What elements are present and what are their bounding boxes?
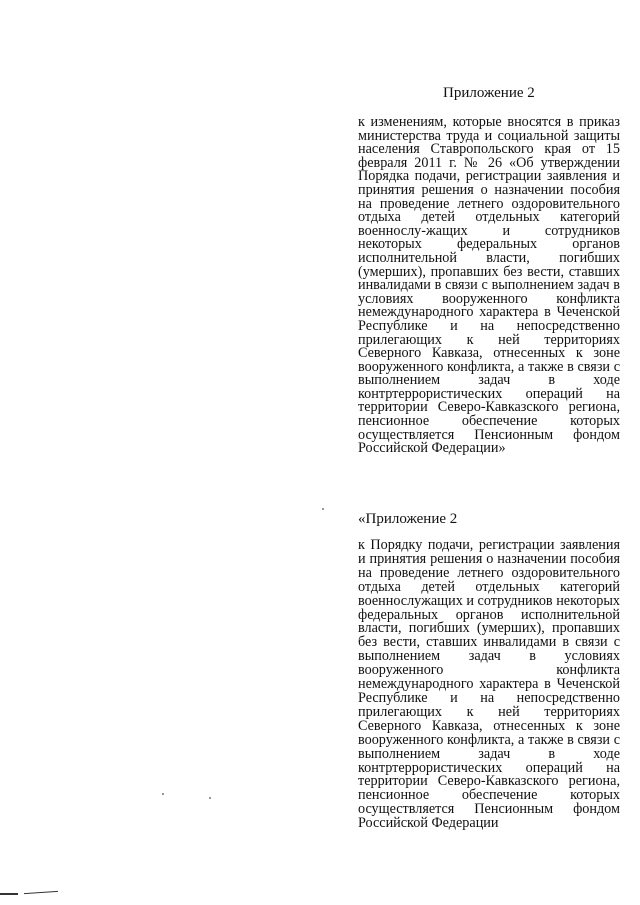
appendix-text-bottom: к Порядку подачи, регистрации заявления и принятия решения о назначении пособия на проведение летнего оздоровительного отдыха детей отдельных категорий военнослужащих и сотрудников некоторых федеральных органов исполнительной власти, погибших (умерших), пропавших без вести, ставших инвалидами в связи с выполнением задач в условиях вооруженного конфликта немеждународного характера в Чеченской Республике и на непосредственно прилегающих к ней территориях Северного Кавказа, отнесенных к зоне вооруженного конфликта, а также в связи с выполнением задач в ходе контртеррористических операций на территории Северо-Кавказского региона, пенсионное обеспечение которых осуществляется Пенсионным фондом Российской Федерации [358,537,620,832]
appendix-heading-top: Приложение 2 [443,85,535,101]
appendix-heading-bottom: «Приложение 2 [358,511,458,527]
scan-artifact-dot [162,793,164,795]
scan-artifact-dot [209,797,211,799]
appendix-text-top: к изменениям, которые вносятся в приказ министерства труда и социальной защиты населения Ставропольского края от 15 февраля 2011 г. № 26 «Об утверждении Порядка подачи, регистрации заявления и принятия решения о назначении пособия на проведение летнего оздоровительного отдыха детей отдельных категорий военнослу-жащих и сотрудников некоторых федеральных органов исполнительной власти, погибших (умерших), пропавших без вести, ставших инвалидами в связи с выполнением задач в условиях вооруженного конфликта немеждународного характера в Чеченской Республике и на непосредственно прилегающих к ней территориях Северного Кавказа, отнесенных к зоне вооруженного конфликта, а также в связи с выполнением задач в ходе контртеррористических операций на территории Северо-Кавказского региона, пенсионное обеспечение которых осуществляется Пенсионным фондом Российской Федерации» [358,114,620,457]
scan-artifact-dot [322,508,324,510]
scan-artifact-mark [24,891,58,894]
scan-artifact-mark [0,893,18,895]
